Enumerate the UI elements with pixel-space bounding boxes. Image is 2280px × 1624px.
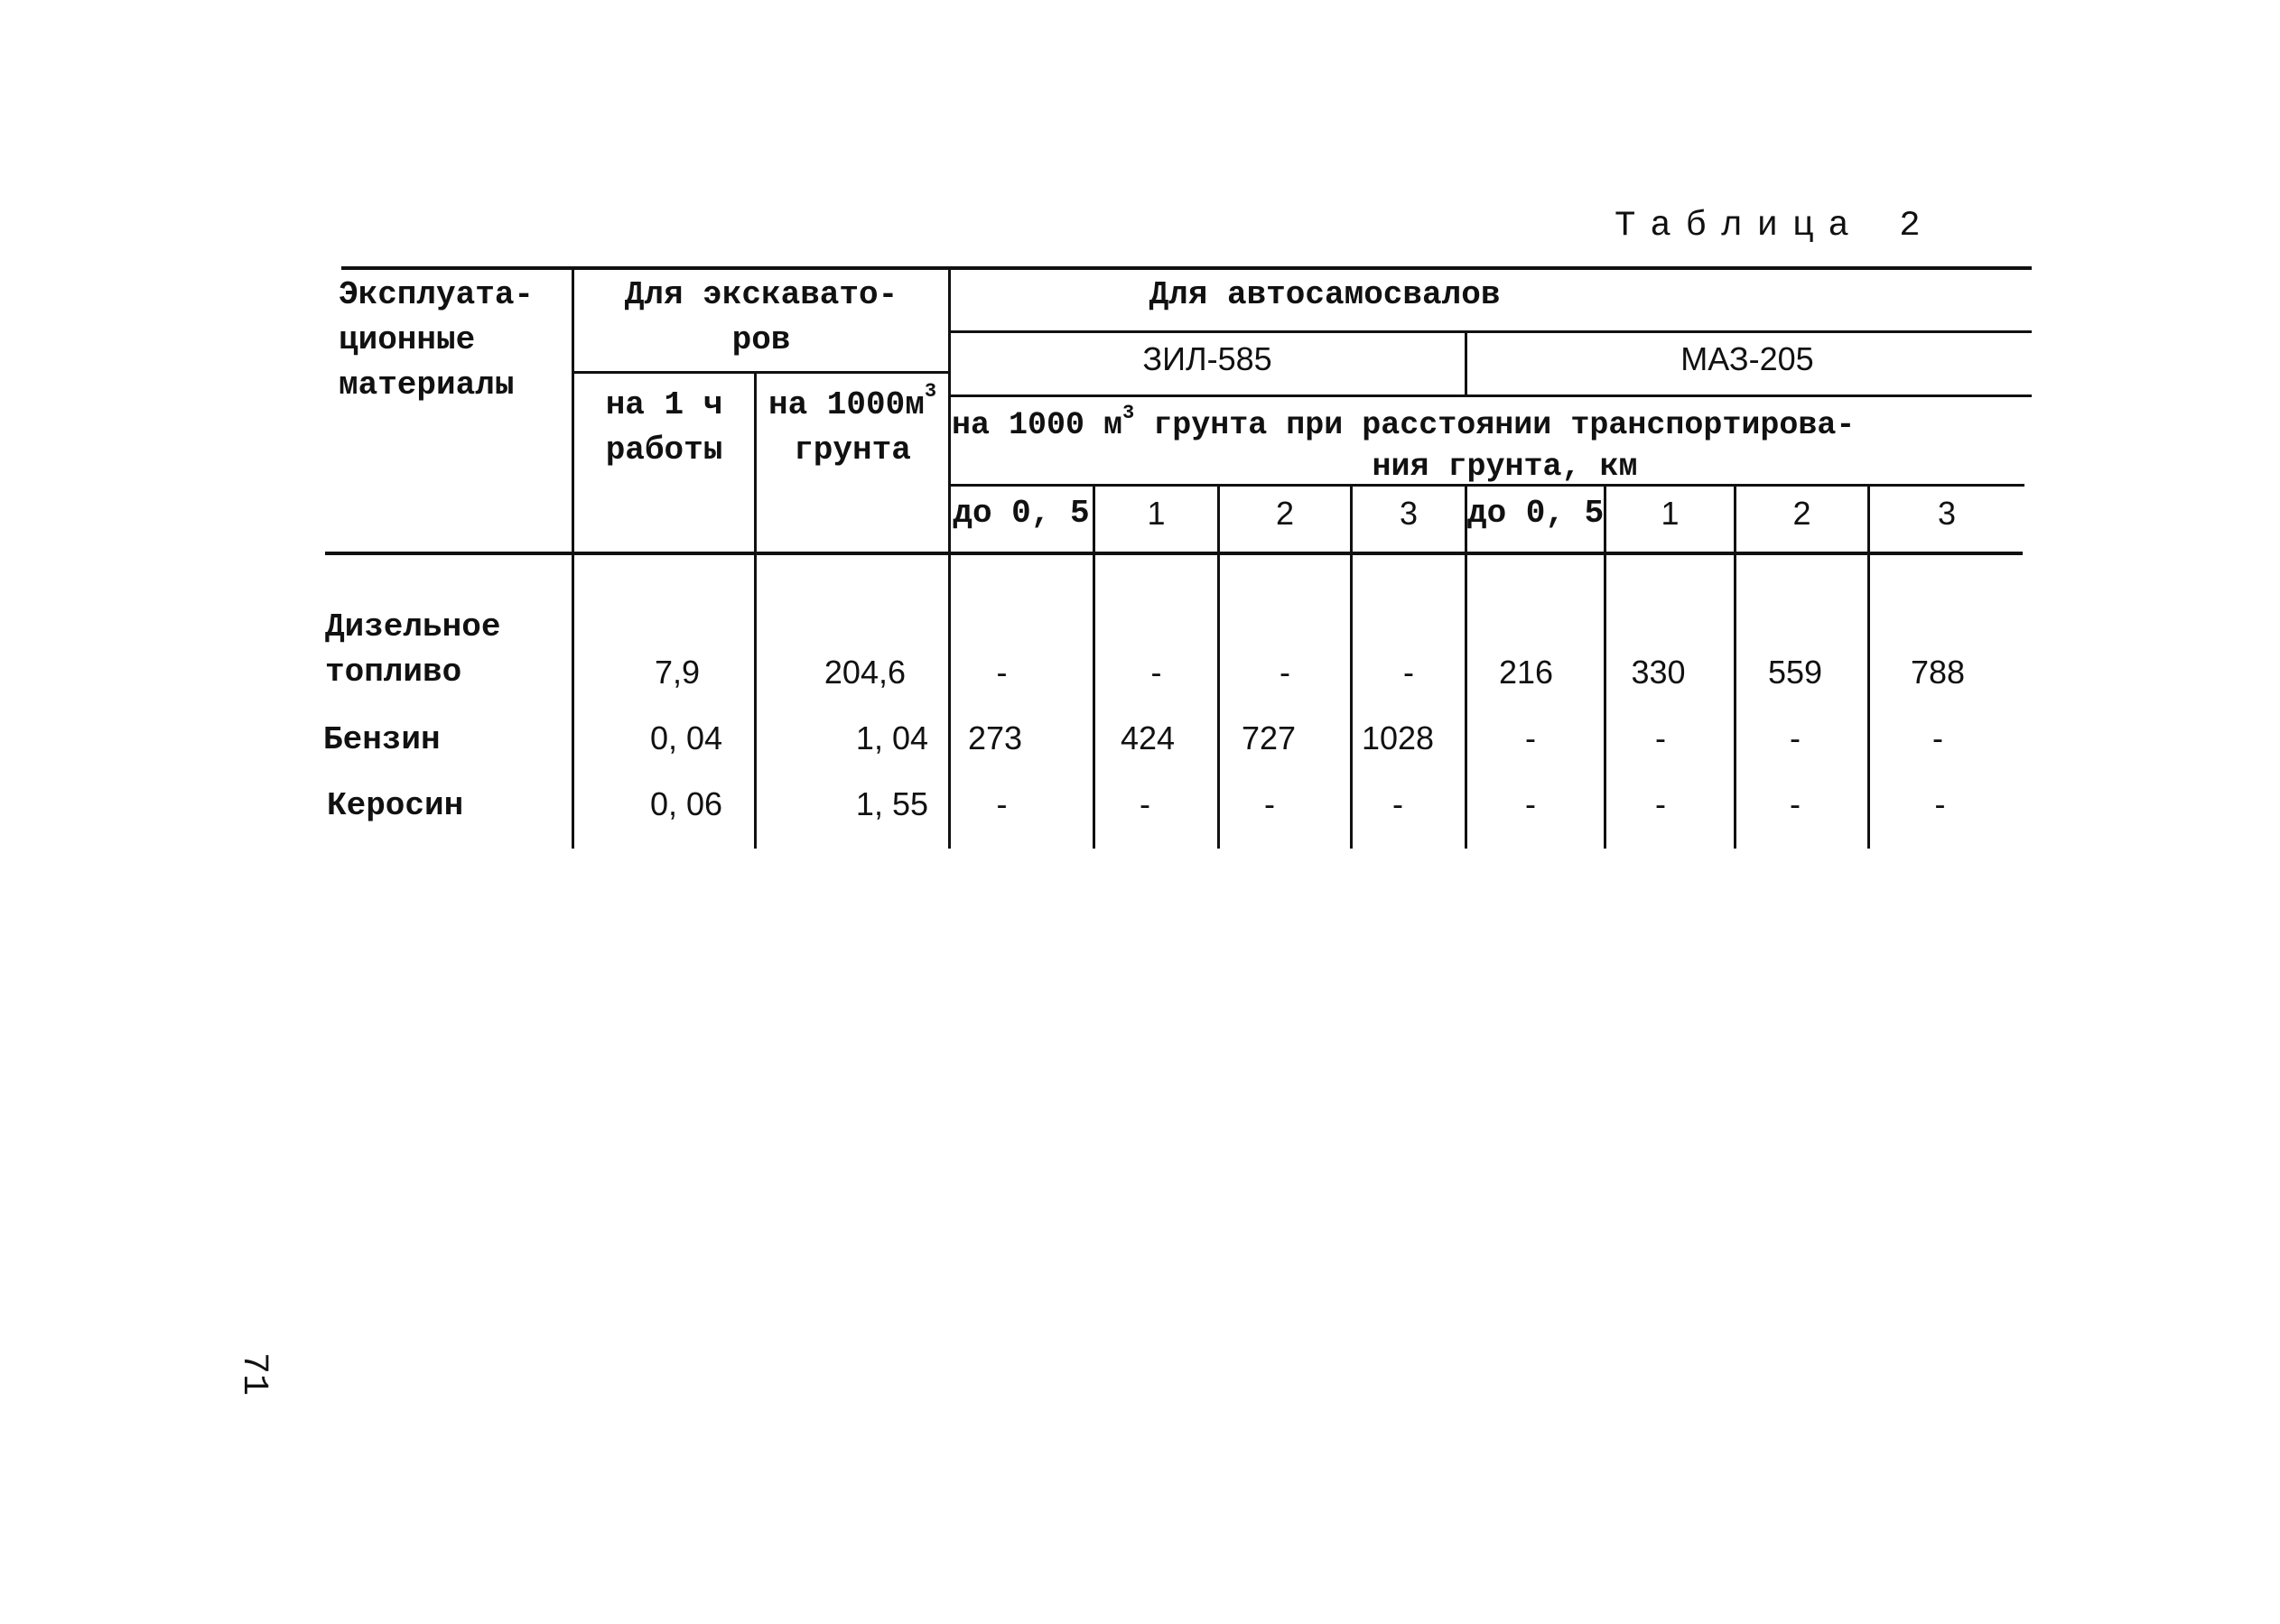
header-distance-zil-2: 2: [1275, 495, 1295, 532]
header-bottom-rule: [325, 552, 2023, 555]
header-excavators: [574, 273, 948, 363]
header-per-1000-sup: 3: [924, 380, 937, 403]
header-distance-sup: 3: [1122, 402, 1135, 424]
header-trucks: Для автосамосвалов: [1149, 276, 1501, 313]
row-benzin-zil-3: 1028: [1361, 719, 1435, 756]
header-distance-line-2: ния грунта, км: [1372, 449, 1638, 485]
row-diesel-maz-2: 559: [1767, 654, 1823, 691]
table-caption: Таблица 2: [1615, 206, 1935, 246]
header-distance-line-1: [952, 404, 2031, 446]
table-top-rule: [341, 266, 2032, 270]
row-kerosin-per-1000: 1, 55: [855, 785, 928, 822]
row-benzin-zil-1: 424: [1120, 719, 1176, 756]
row-benzin-name: Бензин: [323, 721, 441, 758]
header-distance-text: на 1000 м: [952, 407, 1123, 443]
header-per-1000-line-2: грунта: [794, 432, 911, 469]
header-zil: ЗИЛ-585: [1142, 340, 1272, 377]
header-per-hour: [574, 383, 754, 473]
header-distance-maz-2: 2: [1792, 495, 1811, 532]
row-benzin-zil-0: 273: [967, 719, 1023, 756]
row-kerosin-zil-2: -: [1264, 785, 1275, 822]
row-benzin-per-1000: 1, 04: [855, 719, 928, 756]
header-materials-line-2: ционные: [339, 321, 476, 358]
row-kerosin-zil-0: -: [996, 785, 1008, 822]
row-kerosin-zil-3: -: [1392, 785, 1403, 822]
header-per-hour-line-1: на 1 ч: [605, 386, 723, 423]
row-diesel-name: [325, 605, 569, 695]
row-diesel-name-line-2: топливо: [325, 654, 462, 691]
row-kerosin-zil-1: -: [1140, 785, 1150, 822]
header-per-hour-line-2: работы: [605, 432, 723, 469]
rule-under-trucks: [950, 330, 2032, 333]
row-benzin-per-hour: 0, 04: [649, 719, 723, 756]
row-diesel-per-1000: 204,6: [824, 654, 906, 691]
row-diesel-zil-1: -: [1150, 654, 1162, 691]
row-diesel-zil-2: -: [1280, 654, 1290, 691]
row-benzin-zil-2: 727: [1241, 719, 1297, 756]
row-diesel-zil-3: -: [1403, 654, 1414, 691]
header-excavators-line-1: Для экскавато-: [624, 276, 898, 313]
header-distance-text-2: грунта при расстоянии транспортирова-: [1134, 407, 1856, 443]
row-kerosin-maz-0: -: [1525, 785, 1536, 822]
row-diesel-maz-0: 216: [1498, 654, 1554, 691]
header-per-1000-line-1: [757, 380, 948, 428]
header-distance-maz-3: 3: [1937, 495, 1957, 532]
header-per-1000-text: на 1000м: [768, 386, 925, 423]
row-kerosin-name: Керосин: [327, 787, 464, 824]
row-benzin-maz-3: -: [1932, 719, 1943, 756]
header-distance-maz-0: до 0, 5: [1467, 495, 1605, 532]
header-materials: [339, 273, 569, 408]
header-maz: МАЗ-205: [1680, 340, 1814, 377]
row-diesel-zil-0: -: [996, 654, 1008, 691]
header-per-1000: [757, 380, 948, 473]
rule-under-models: [950, 394, 2032, 397]
header-excavators-line-2: ров: [731, 321, 791, 358]
row-kerosin-maz-3: -: [1934, 785, 1946, 822]
row-benzin-maz-1: -: [1655, 719, 1666, 756]
row-diesel-per-hour: 7,9: [654, 654, 701, 691]
header-distance-maz-1: 1: [1661, 495, 1680, 532]
row-kerosin-maz-1: -: [1655, 785, 1666, 822]
row-kerosin-per-hour: 0, 06: [649, 785, 723, 822]
header-distance-zil-1: 1: [1147, 495, 1166, 532]
rule-under-excavators: [572, 371, 950, 374]
row-kerosin-maz-2: -: [1790, 785, 1801, 822]
header-distance: [952, 404, 2031, 487]
header-materials-line-3: материалы: [339, 367, 515, 404]
row-benzin-maz-2: -: [1790, 719, 1801, 756]
row-benzin-maz-0: -: [1525, 719, 1536, 756]
row-diesel-maz-3: 788: [1910, 654, 1966, 691]
row-diesel-name-line-1: Дизельное: [325, 608, 501, 645]
page-number: 71: [233, 1352, 274, 1397]
header-distance-zil-0: до 0, 5: [953, 495, 1090, 532]
row-diesel-maz-1: 330: [1631, 654, 1686, 691]
header-distance-zil-3: 3: [1399, 495, 1419, 532]
header-materials-line-1: Эксплуата-: [339, 276, 535, 313]
